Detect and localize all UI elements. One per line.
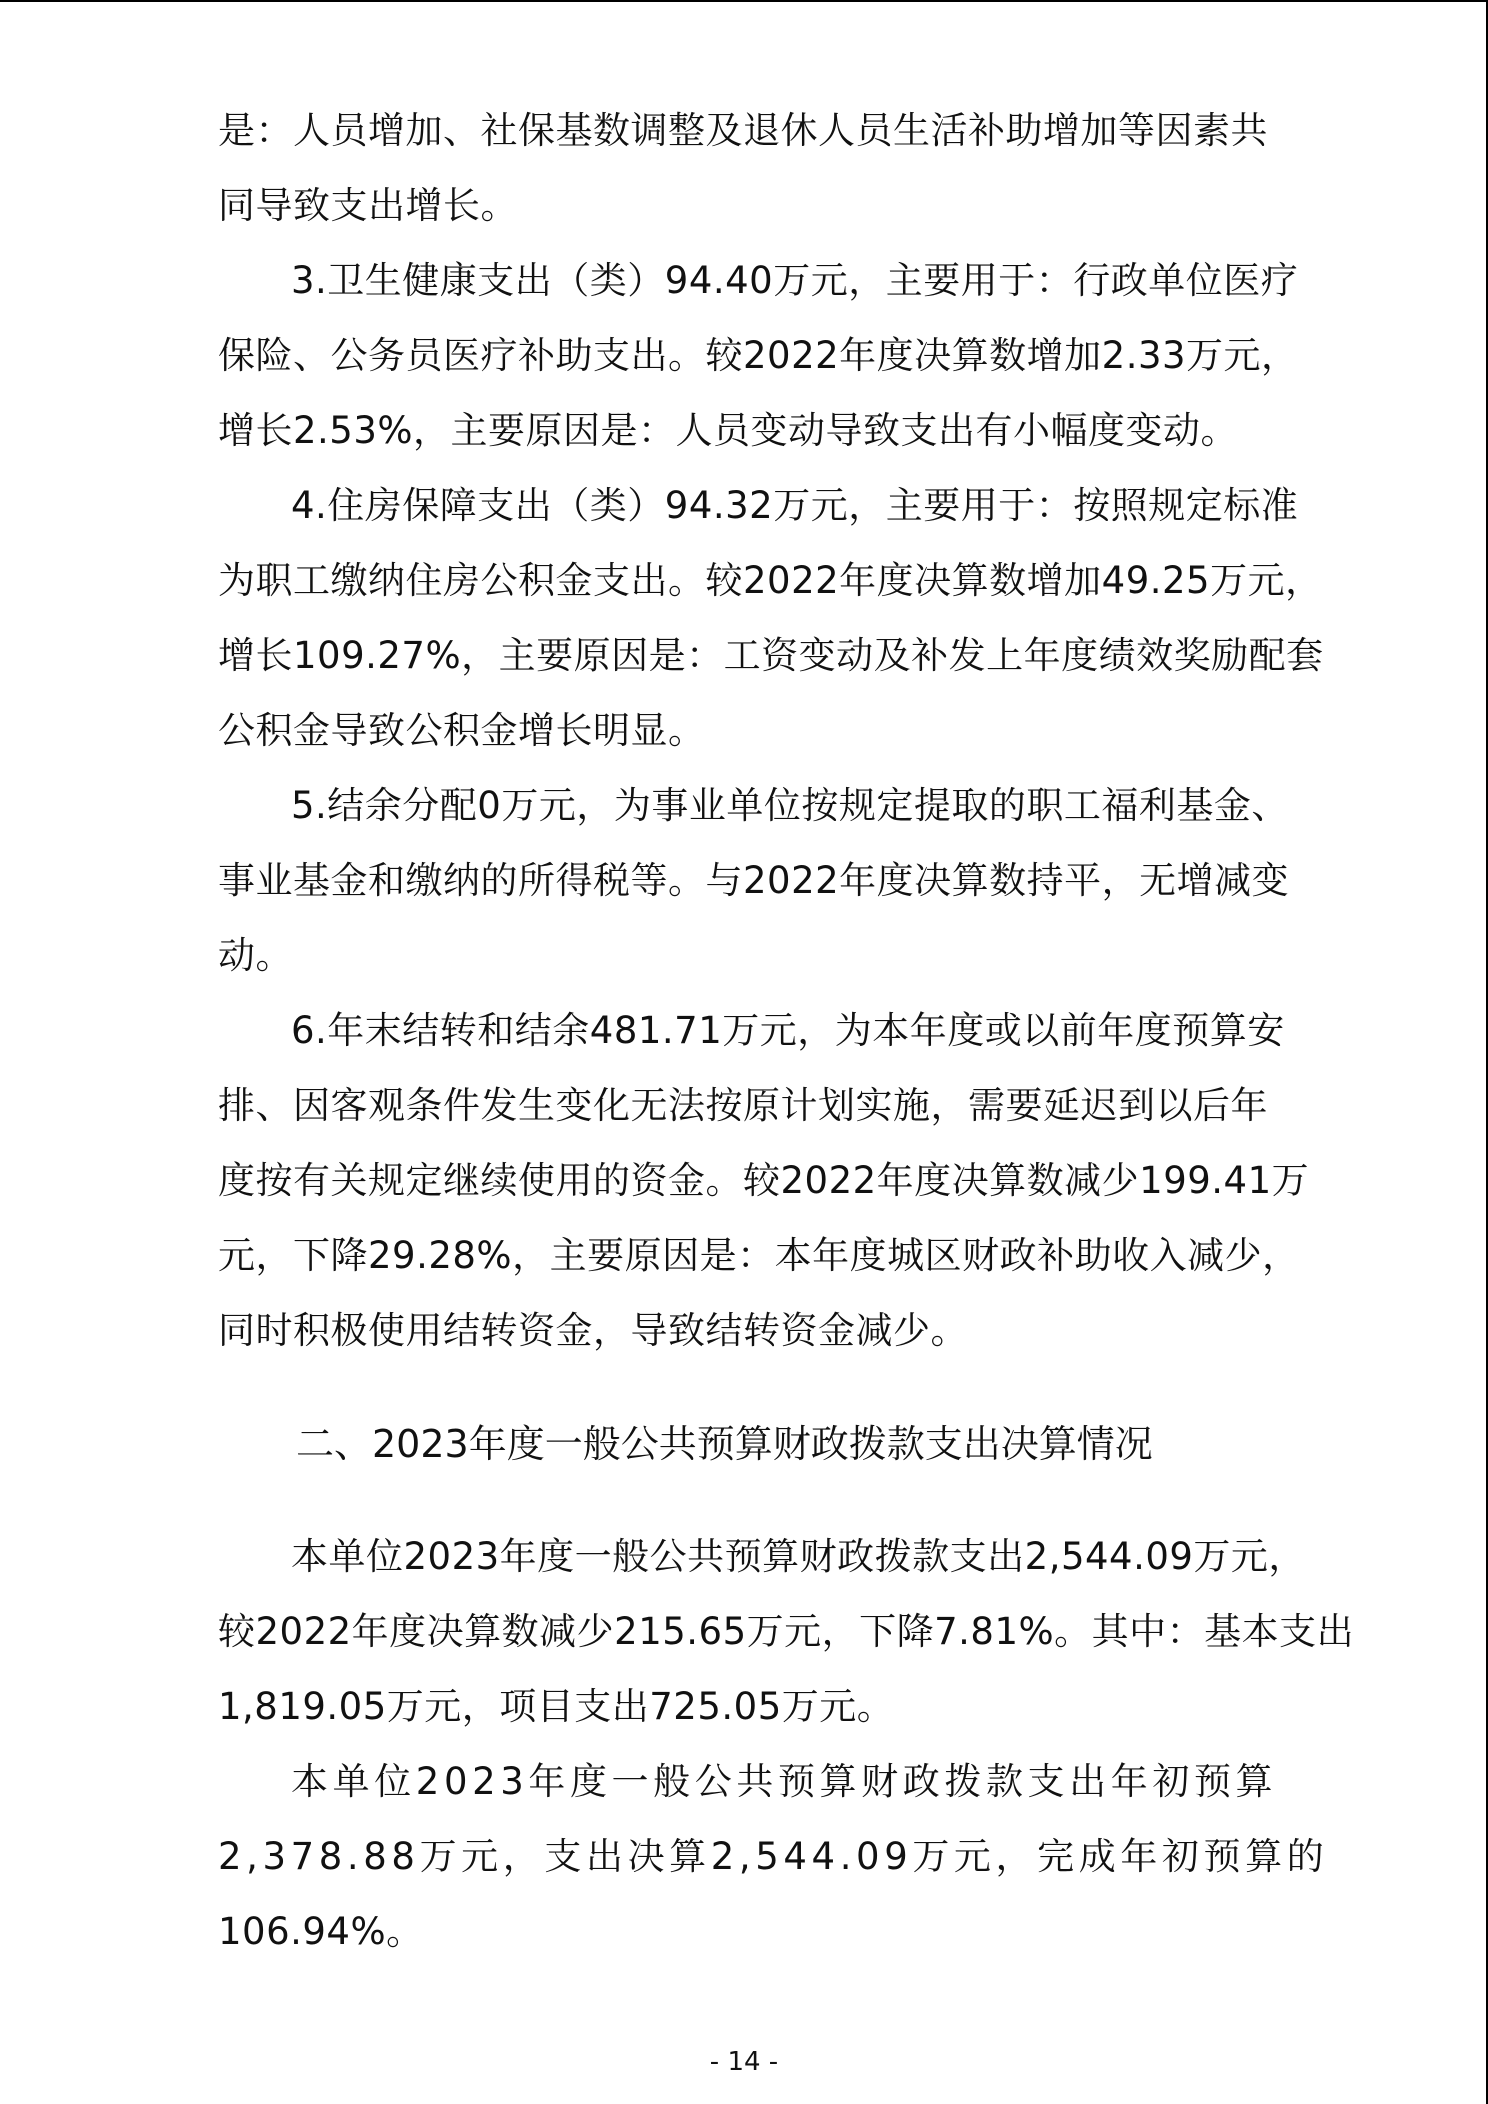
paragraph-line: 度按有关规定继续使用的资金。较2022年度决算数减少199.41万	[218, 1159, 1310, 1202]
paragraph-line: 公积金导致公积金增长明显。	[218, 709, 706, 752]
paragraph-line: 同导致支出增长。	[218, 184, 518, 227]
paragraph-line: 本单位2023年度一般公共预算财政拨款支出2,544.09万元，	[291, 1535, 1306, 1578]
paragraph-line: 3.卫生健康支出（类）94.40万元，主要用于：行政单位医疗	[291, 259, 1299, 302]
paragraph-line: 2,378.88万元，支出决算2,544.09万元，完成年初预算的	[218, 1835, 1329, 1878]
paragraph-line: 元，下降29.28%，主要原因是：本年度城区财政补助收入减少，	[218, 1234, 1300, 1277]
paragraph-line: 106.94%。	[218, 1910, 424, 1953]
paragraph-line: 动。	[218, 934, 293, 977]
paragraph-line: 增长109.27%，主要原因是：工资变动及补发上年度绩效奖励配套	[218, 634, 1324, 677]
page-number: - 14 -	[709, 2047, 779, 2077]
paragraph-line: 是：人员增加、社保基数调整及退休人员生活补助增加等因素共	[218, 109, 1268, 152]
paragraph-line: 事业基金和缴纳的所得税等。与2022年度决算数持平，无增减变	[218, 859, 1290, 902]
paragraph-line: 较2022年度决算数减少215.65万元，下降7.81%。其中：基本支出	[218, 1610, 1355, 1653]
paragraph-line: 1,819.05万元，项目支出725.05万元。	[218, 1685, 895, 1728]
paragraph-line: 排、因客观条件发生变化无法按原计划实施，需要延迟到以后年	[218, 1084, 1268, 1127]
paragraph-line: 本单位2023年度一般公共预算财政拨款支出年初预算	[291, 1760, 1278, 1803]
paragraph-line: 为职工缴纳住房公积金支出。较2022年度决算数增加49.25万元，	[218, 559, 1323, 602]
paragraph-line: 5.结余分配0万元，为事业单位按规定提取的职工福利基金、	[291, 784, 1289, 827]
paragraph-line: 增长2.53%，主要原因是：人员变动导致支出有小幅度变动。	[218, 409, 1239, 452]
paragraph-line: 保险、公务员医疗补助支出。较2022年度决算数增加2.33万元，	[218, 334, 1299, 377]
section-heading: 二、2023年度一般公共预算财政拨款支出决算情况	[296, 1422, 1153, 1466]
paragraph-line: 同时积极使用结转资金，导致结转资金减少。	[218, 1309, 968, 1352]
paragraph-line: 4.住房保障支出（类）94.32万元，主要用于：按照规定标准	[291, 484, 1299, 527]
paragraph-line: 6.年末结转和结余481.71万元，为本年度或以前年度预算安	[291, 1009, 1285, 1052]
